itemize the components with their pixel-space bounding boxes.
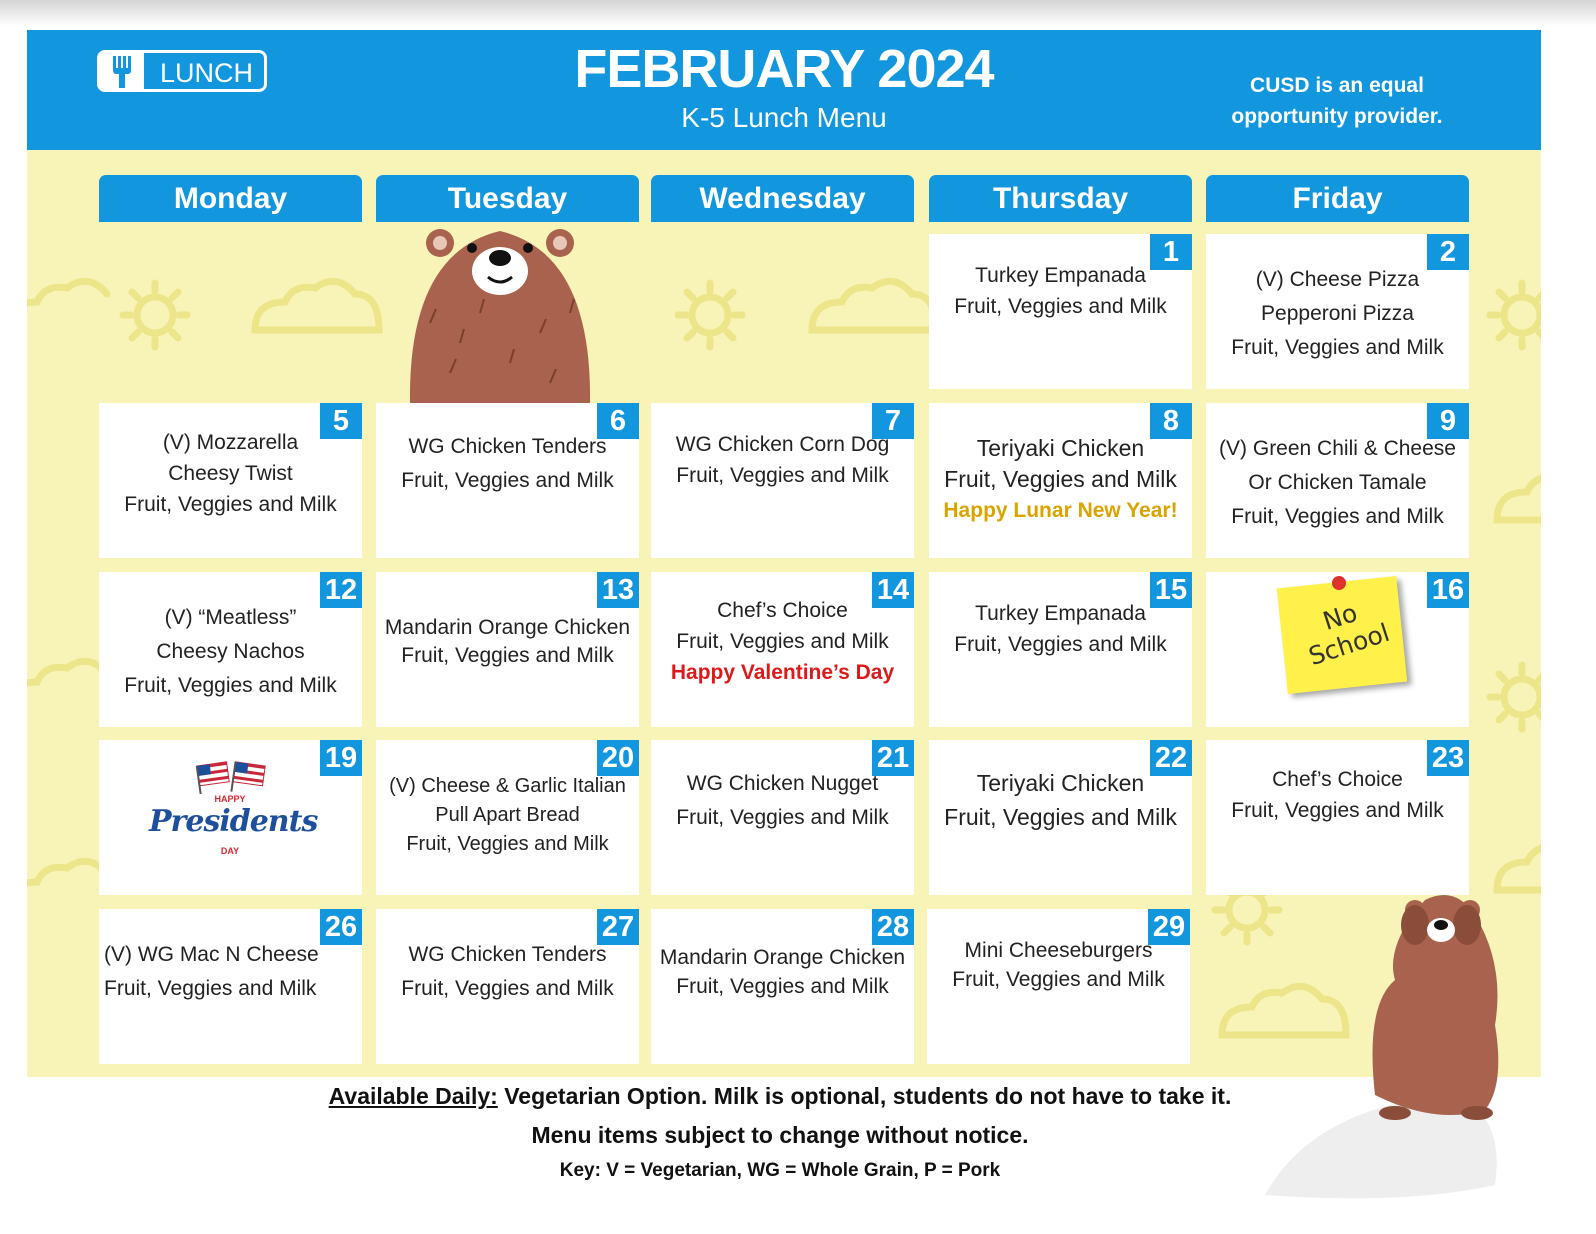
menu-item: Fruit, Veggies and Milk	[406, 833, 609, 855]
menu-item: Mandarin Orange Chicken	[659, 946, 906, 969]
menu-item: Fruit, Veggies and Milk	[1231, 505, 1444, 528]
no-school-label: No School	[1305, 597, 1393, 672]
menu-item: Chef’s Choice	[717, 599, 848, 622]
page-title: FEBRUARY 2024	[574, 39, 994, 99]
menu-item: Fruit, Veggies and Milk	[676, 806, 889, 829]
menu-item: Teriyaki Chicken	[976, 435, 1145, 461]
menu-item: WG Chicken Corn Dog	[675, 433, 890, 456]
calendar-day-8	[929, 403, 1192, 558]
available-daily-text: Vegetarian Option. Milk is optional, students do not have to take it.	[497, 1083, 1232, 1109]
available-daily-notice	[0, 1083, 1560, 1110]
sticky-note	[1277, 576, 1407, 694]
menu-item: WG Chicken Tenders	[408, 943, 607, 966]
groundhog-shadow-illustration	[1255, 885, 1555, 1205]
calendar-day-9	[1206, 403, 1469, 558]
menu-item: Or Chicken Tamale	[1248, 471, 1427, 494]
menu-item: Fruit, Veggies and Milk	[676, 464, 889, 487]
weekday-header-monday: Monday	[99, 175, 362, 222]
menu-item: Fruit, Veggies and Milk	[401, 469, 614, 492]
menu-item: (V) WG Mac N Cheese	[104, 943, 319, 966]
day-number: 15	[1150, 572, 1192, 608]
menu-item: Fruit, Veggies and Milk	[1231, 336, 1444, 359]
day-number: 14	[872, 572, 914, 608]
holiday-note: Happy Lunar New Year!	[943, 499, 1178, 522]
day-number: 23	[1427, 740, 1469, 776]
presidents-day-day: DAY	[220, 846, 240, 856]
day-number: 26	[320, 909, 362, 945]
available-daily-label: Available Daily:	[328, 1083, 498, 1109]
menu-item: Turkey Empanada	[975, 602, 1146, 625]
calendar-day-14	[651, 572, 914, 727]
menu-item: Pull Apart Bread	[435, 804, 580, 826]
calendar-day-1	[929, 234, 1192, 389]
menu-item: Fruit, Veggies and Milk	[104, 977, 317, 1000]
menu-item: Chef’s Choice	[1272, 768, 1403, 791]
calendar-day-5	[99, 403, 362, 558]
menu-item: WG Chicken Nugget	[686, 772, 879, 795]
page-subtitle: K-5 Lunch Menu	[681, 102, 887, 133]
menu-item: (V) Green Chili & Cheese	[1219, 437, 1456, 460]
menu-item: Fruit, Veggies and Milk	[954, 633, 1167, 656]
calendar-day-22	[929, 740, 1192, 895]
calendar-day-6	[376, 403, 639, 558]
menu-item: Fruit, Veggies and Milk	[124, 674, 337, 697]
day-number: 9	[1427, 403, 1469, 439]
menu-item: (V) Mozzarella	[162, 431, 299, 454]
menu-item: Cheesy Nachos	[156, 640, 305, 663]
calendar-day-13	[376, 572, 639, 727]
menu-item: Fruit, Veggies and Milk	[952, 968, 1165, 991]
calendar-day-27	[376, 909, 639, 1064]
calendar-day-16	[1206, 572, 1469, 727]
calendar-day-2	[1206, 234, 1469, 389]
calendar-day-29	[927, 909, 1190, 1064]
menu-item: Mini Cheeseburgers	[964, 939, 1153, 962]
day-number: 28	[872, 909, 914, 945]
day-number: 7	[872, 403, 914, 439]
menu-item: Pepperoni Pizza	[1261, 302, 1414, 325]
menu-item: Fruit, Veggies and Milk	[124, 493, 337, 516]
menu-header	[27, 30, 1541, 150]
day-number: 27	[597, 909, 639, 945]
window-top-bar	[0, 0, 1596, 26]
calendar-day-12	[99, 572, 362, 727]
day-number: 20	[597, 740, 639, 776]
day-number: 12	[320, 572, 362, 608]
calendar-day-23	[1206, 740, 1469, 895]
calendar-day-7	[651, 403, 914, 558]
weekday-header-friday: Friday	[1206, 175, 1469, 222]
calendar-cell-empty	[376, 234, 639, 389]
day-number: 21	[872, 740, 914, 776]
day-number: 5	[320, 403, 362, 439]
menu-item: Cheesy Twist	[168, 462, 293, 485]
us-flags-icon	[194, 760, 269, 794]
calendar-day-15	[929, 572, 1192, 727]
menu-item: Fruit, Veggies and Milk	[954, 295, 1167, 318]
menu-item: (V) “Meatless”	[164, 606, 297, 629]
change-notice: Menu items subject to change without notice.	[531, 1122, 1029, 1148]
menu-item: Fruit, Veggies and Milk	[1231, 799, 1444, 822]
holiday-note: Happy Valentine’s Day	[670, 661, 895, 684]
calendar-day-21	[651, 740, 914, 895]
day-number: 13	[597, 572, 639, 608]
calendar-cell-empty	[99, 234, 362, 389]
calendar-day-28	[651, 909, 914, 1064]
calendar-day-26	[99, 909, 362, 1064]
weekday-header-tuesday: Tuesday	[376, 175, 639, 222]
menu-item: Fruit, Veggies and Milk	[401, 977, 614, 1000]
menu-item: WG Chicken Tenders	[408, 435, 607, 458]
presidents-day-title: Presidents	[149, 804, 318, 839]
calendar-day-19	[99, 740, 362, 895]
pushpin-icon	[1332, 576, 1346, 590]
lunch-badge-label: LUNCH	[160, 58, 254, 88]
presidents-day-happy: HAPPY	[214, 794, 246, 804]
day-number: 8	[1150, 403, 1192, 439]
menu-item: Turkey Empanada	[975, 264, 1146, 287]
equal-opportunity-notice: CUSD is an equal opportunity provider.	[1231, 74, 1443, 128]
menu-item: Fruit, Veggies and Milk	[944, 804, 1177, 830]
day-number: 6	[597, 403, 639, 439]
menu-item: (V) Cheese Pizza	[1255, 268, 1420, 291]
calendar-cell-empty	[651, 234, 914, 389]
menu-item: Mandarin Orange Chicken	[384, 616, 631, 639]
day-number: 16	[1427, 572, 1469, 608]
menu-item: (V) Cheese & Garlic Italian	[389, 775, 626, 797]
day-number: 1	[1150, 234, 1192, 270]
presidents-day-logo	[149, 760, 318, 870]
day-number: 2	[1427, 234, 1469, 270]
menu-item: Fruit, Veggies and Milk	[676, 630, 889, 653]
menu-item: Teriyaki Chicken	[976, 770, 1145, 796]
weekday-header-wednesday: Wednesday	[651, 175, 914, 222]
menu-item: Fruit, Veggies and Milk	[401, 644, 614, 667]
day-number: 19	[320, 740, 362, 776]
menu-key: Key: V = Vegetarian, WG = Whole Grain, P = Pork	[559, 1160, 1001, 1181]
calendar-day-20	[376, 740, 639, 895]
menu-item: Fruit, Veggies and Milk	[676, 975, 889, 998]
day-number: 29	[1148, 909, 1190, 945]
weekday-header-thursday: Thursday	[929, 175, 1192, 222]
menu-item: Fruit, Veggies and Milk	[944, 466, 1177, 492]
day-number: 22	[1150, 740, 1192, 776]
